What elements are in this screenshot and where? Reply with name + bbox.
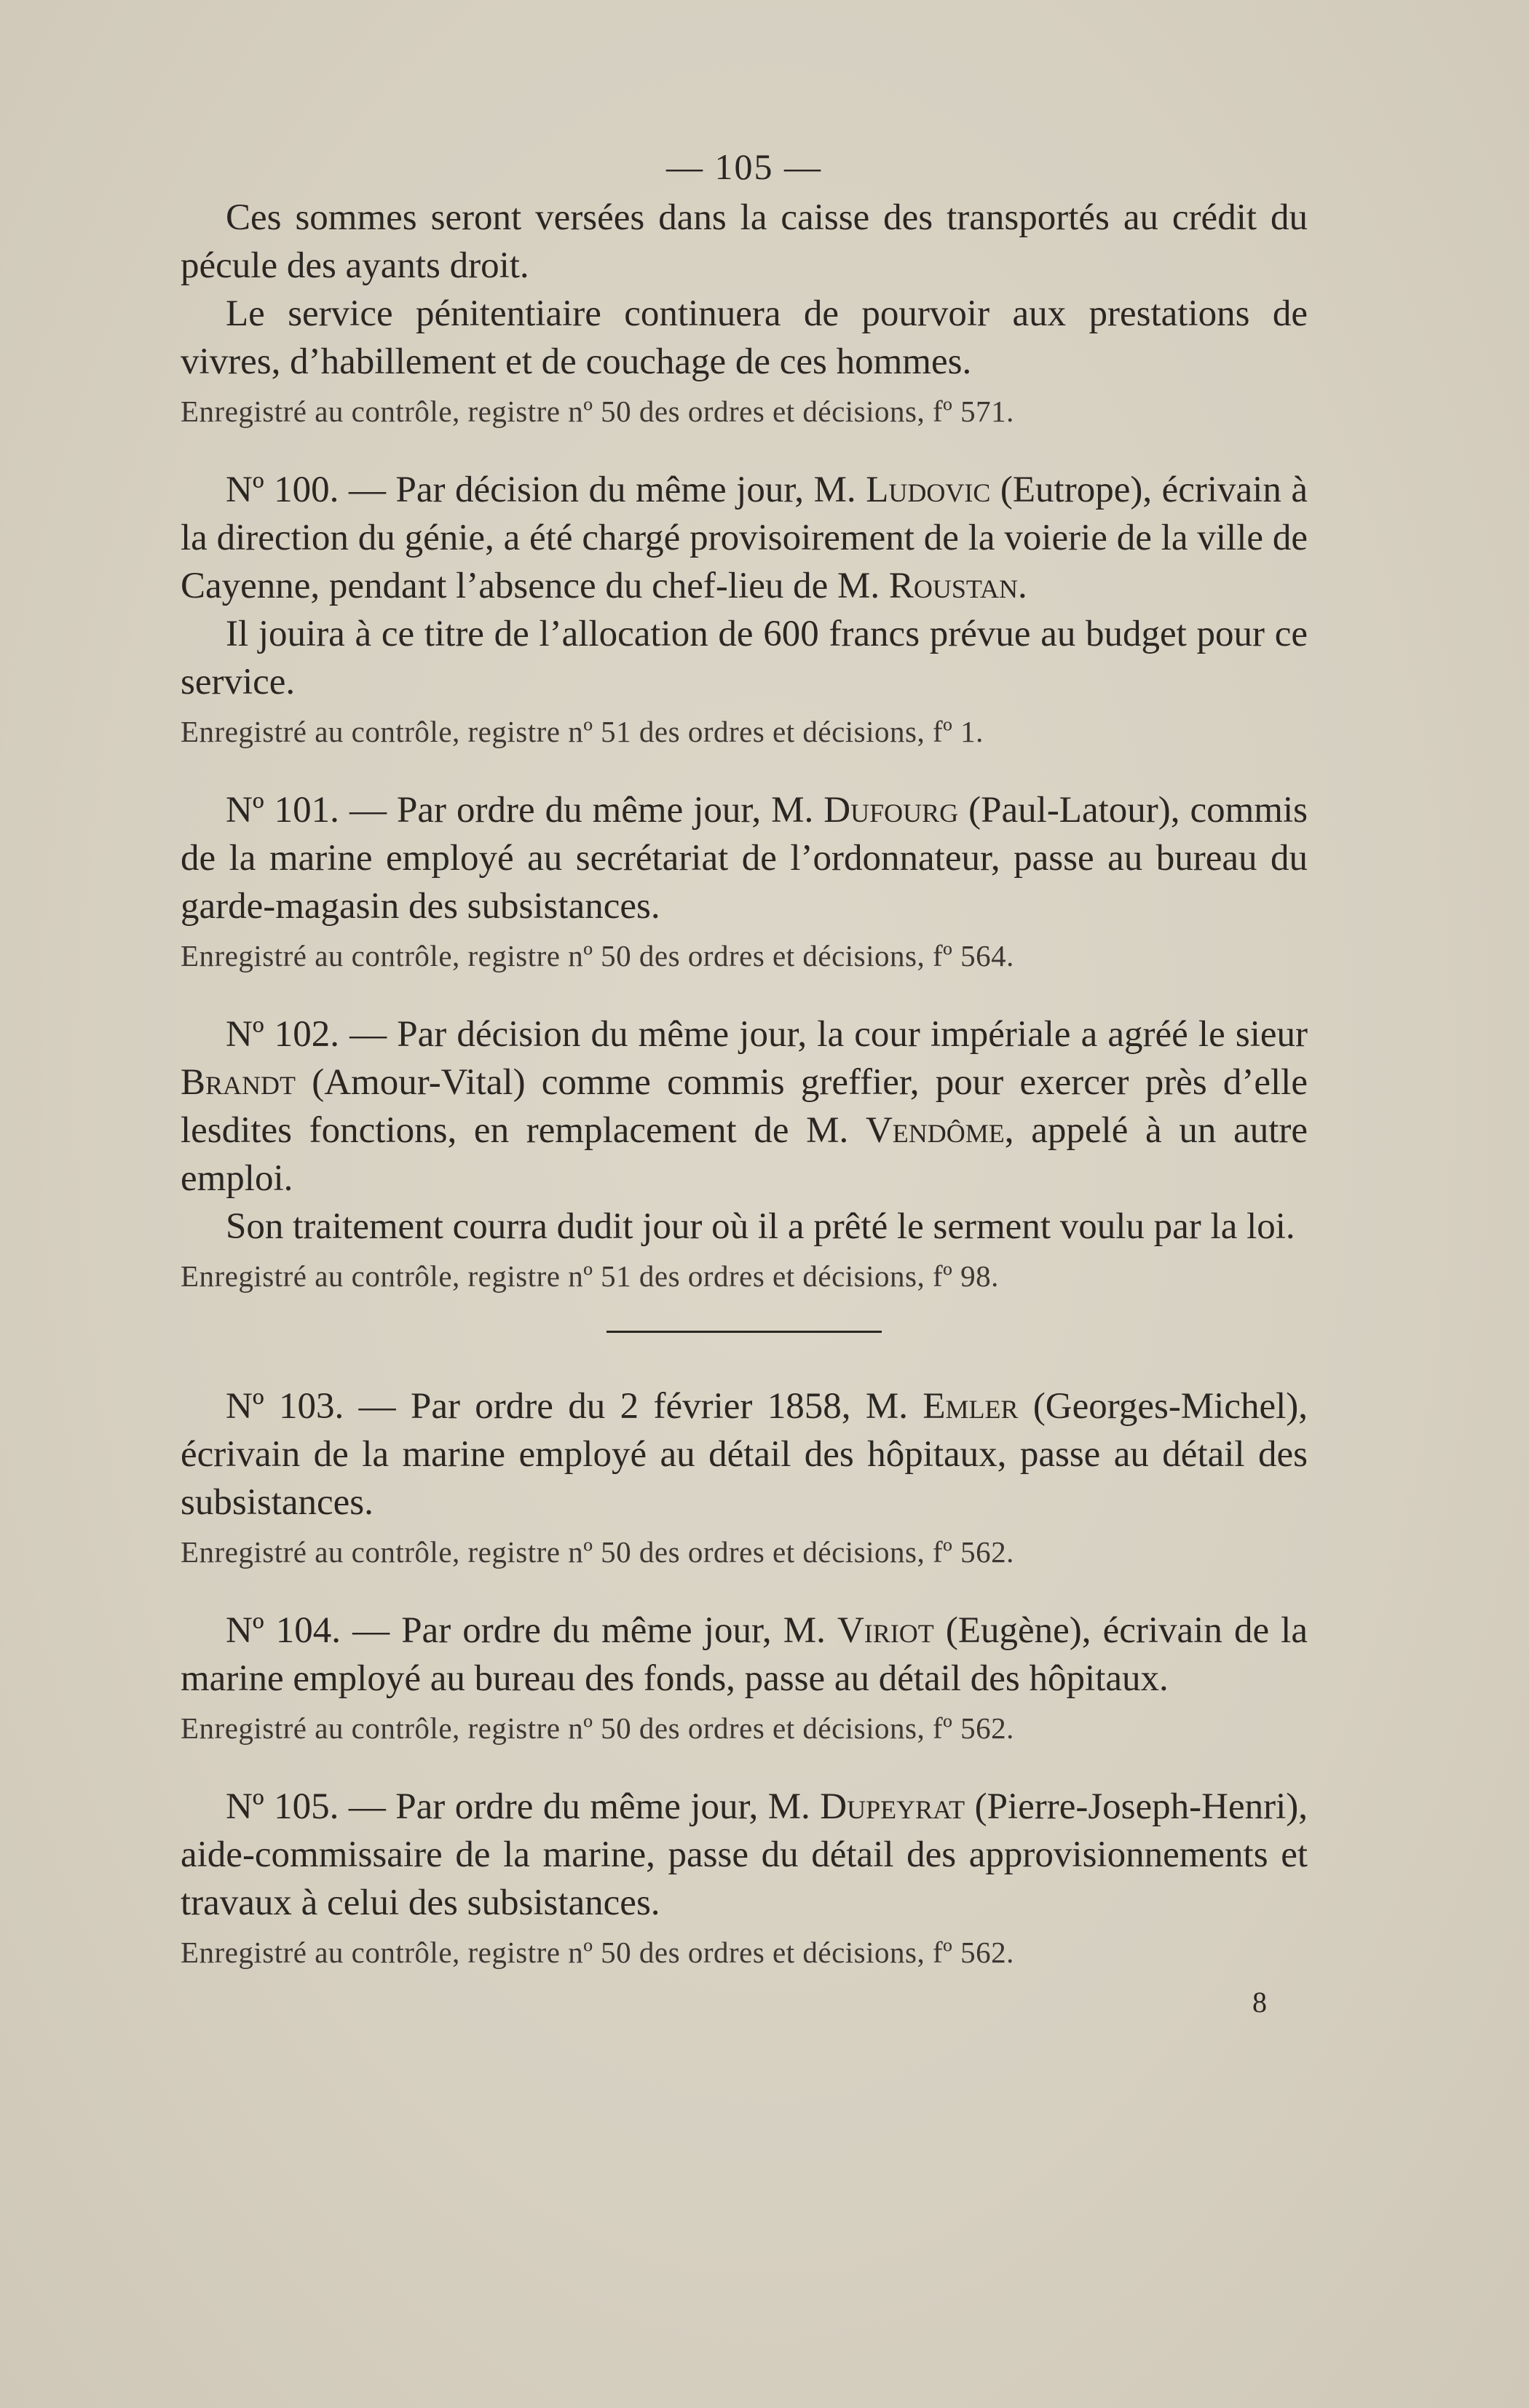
entry-text: (Amour-Vital) comme commis greffier, pour exercer près d’elle lesdites fonctions, en remplacement de M. [181,1062,1308,1151]
person-name: Ludovic [866,470,991,510]
paragraph: Il jouira à ce titre de l’allocation de 600 francs prévue au budget pour ce service. [181,614,1308,702]
opening-entry [181,194,1308,429]
registration-note: Enregistré au contrôle, registre nº 51 des ordres et décisions, fº 98. [181,1259,999,1293]
entry-text: (Eugène), écrivain de la marine employé au bureau des fonds, passe au détail des hôpitaux. [181,1610,1308,1699]
registration-note: Enregistré au contrôle, registre nº 51 des ordres et décisions, fº 1. [181,715,984,748]
paragraph [181,1382,1308,1526]
paragraph [181,1010,1308,1203]
registration-note: Enregistré au contrôle, registre nº 50 des ordres et décisions, fº 564. [181,939,1014,973]
entry-text: (Georges-Michel), écrivain de la marine employé au détail des hôpitaux, passe au détail des subsistances. [181,1386,1308,1523]
paragraph [181,786,1308,930]
entry-text: (Pierre-Joseph-Henri), aide-commissaire de la marine, passe du détail des approvisionnements et travaux à celui des subsistances. [181,1786,1308,1923]
entry-text: (Eutrope), écrivain à la direction du génie, a été chargé provisoirement de la voierie de la ville de Cayenne, pendant l’absence du chef-lieu de M. [181,470,1308,606]
paragraph [181,1607,1308,1703]
entry-text: (Paul-Latour), commis de la marine employé au secrétariat de l’ordonnateur, passe au bureau du garde-magasin des subsistances. [181,790,1308,927]
registration-note: Enregistré au contrôle, registre nº 50 des ordres et décisions, fº 571. [181,395,1014,428]
entry-text: . [1018,566,1027,606]
person-name: Viriot [837,1610,934,1651]
registration-note: Enregistré au contrôle, registre nº 50 des ordres et décisions, fº 562. [181,1936,1014,1969]
paragraph [181,1783,1308,1927]
entry-lead: Nº 105. — Par ordre du même jour, M. [226,1786,821,1827]
registration-note: Enregistré au contrôle, registre nº 50 des ordres et décisions, fº 562. [181,1711,1014,1745]
person-name: Roustan [888,566,1019,606]
entry-text: , appelé à un autre emploi. [181,1110,1308,1199]
person-name: Dupeyrat [820,1786,965,1827]
paragraph [181,466,1308,610]
text-block [181,146,1308,2019]
paragraph: Ces sommes seront versées dans la caisse des transportés au crédit du pécule des ayants droit. [181,197,1308,286]
person-name: Brandt [181,1062,296,1103]
paragraph: Le service pénitentiaire continuera de pourvoir aux prestations de vivres, d’habillement et de couchage de ces hommes. [181,293,1308,382]
entry-lead: Nº 103. — Par ordre du 2 février 1858, M. [226,1386,923,1427]
entry-lead: Nº 104. — Par ordre du même jour, M. [226,1610,837,1651]
entry-lead: Nº 100. — Par décision du même jour, M. [226,470,866,510]
entry-lead: Nº 101. — Par ordre du même jour, M. [226,790,824,831]
signature-mark: 8 [1252,1986,1267,2019]
entry-lead: Nº 102. — Par décision du même jour, la cour impériale a agréé le sieur [226,1014,1308,1055]
entry-104 [181,1607,1308,1746]
person-name: Dufourg [823,790,959,831]
entry-101 [181,786,1308,974]
person-name: Emler [922,1386,1019,1427]
entry-103 [181,1382,1308,1570]
page-number: — 105 — [666,146,822,187]
entry-100 [181,466,1308,750]
person-name: Vendôme [865,1110,1005,1151]
section-divider [607,1331,882,1333]
entry-105 [181,1783,1308,1971]
entry-102 [181,1010,1308,1294]
registration-note: Enregistré au contrôle, registre nº 50 des ordres et décisions, fº 562. [181,1535,1014,1569]
paragraph: Son traitement courra dudit jour où il a prêté le serment voulu par la loi. [226,1206,1295,1247]
